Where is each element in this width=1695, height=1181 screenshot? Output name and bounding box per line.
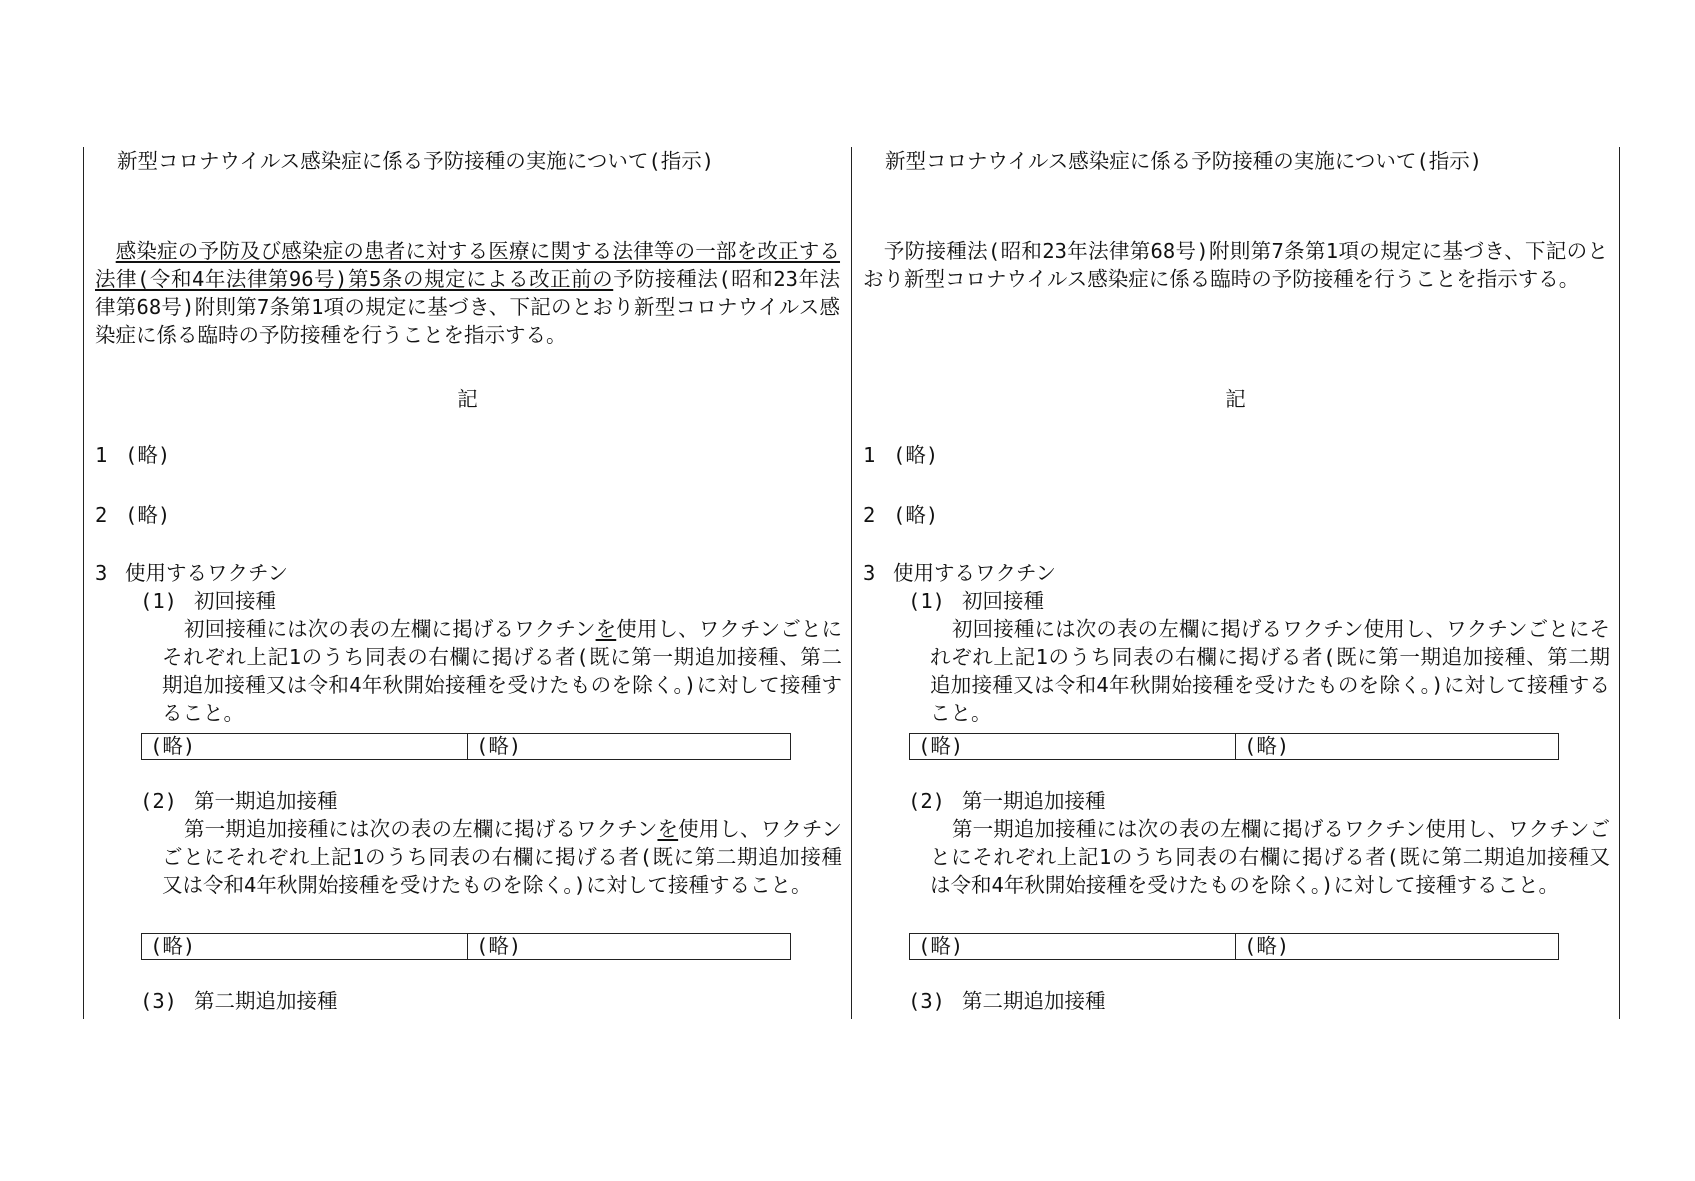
table-cell-left: (略) bbox=[910, 734, 1236, 759]
center-divider-line bbox=[851, 147, 852, 1019]
right-intro-paragraph: 予防接種法(昭和23年法律第68号)附則第7条第1項の規定に基づき、下記のとおり新型コロナウイルス感染症に係る臨時の予防接種を行うことを指示する。 bbox=[863, 239, 1608, 291]
left-border-line bbox=[83, 147, 84, 1019]
table-cell-left: (略) bbox=[142, 934, 468, 959]
table-cell-right: (略) bbox=[476, 734, 522, 758]
left-ki: 記 bbox=[457, 387, 478, 411]
right-sub-2-table bbox=[909, 933, 1559, 960]
left-item-1: 1 (略) bbox=[95, 443, 171, 467]
left-item-2: 2 (略) bbox=[95, 503, 171, 527]
right-sub-2-heading: (2) 第一期追加接種 bbox=[908, 789, 1106, 813]
right-sub-3-heading: (3) 第二期追加接種 bbox=[908, 989, 1106, 1013]
left-sub-2-heading: (2) 第一期追加接種 bbox=[140, 789, 338, 813]
right-item-3: 3 使用するワクチン bbox=[863, 561, 1056, 585]
table-cell-right: (略) bbox=[1244, 734, 1290, 758]
left-item-3: 3 使用するワクチン bbox=[95, 561, 288, 585]
table-cell-left: (略) bbox=[142, 734, 468, 759]
right-item-2: 2 (略) bbox=[863, 503, 939, 527]
right-ki: 記 bbox=[1225, 387, 1246, 411]
left-sub-1-table bbox=[141, 733, 791, 760]
left-intro-rest: 予防接種法(昭和23年法律第68号)附則第7条第1項の規定に基づき、下記のとおり新型コロナウイルス感染症に係る臨時の予防接種を行うことを指示する。 bbox=[95, 267, 840, 347]
table-cell-right: (略) bbox=[1244, 934, 1290, 958]
table-cell-left: (略) bbox=[910, 934, 1236, 959]
right-title: 新型コロナウイルス感染症に係る予防接種の実施について(指示) bbox=[885, 149, 1483, 173]
left-sub-2-text: 第一期追加接種には次の表の左欄に掲げるワクチンを使用し、ワクチンごとにそれぞれ上記1のうち同表の右欄に掲げる者(既に第二期追加接種又は令和4年秋開始接種を受けたものを除く。)に対して接種すること。 bbox=[162, 817, 842, 897]
left-title: 新型コロナウイルス感染症に係る予防接種の実施について(指示) bbox=[117, 149, 715, 173]
right-sub-1-heading: (1) 初回接種 bbox=[908, 589, 1044, 613]
left-sub-1-text: 初回接種には次の表の左欄に掲げるワクチンを使用し、ワクチンごとにそれぞれ上記1のうち同表の右欄に掲げる者(既に第一期追加接種、第二期追加接種又は令和4年秋開始接種を受けたものを除く。)に対して接種すること。 bbox=[162, 617, 842, 725]
table-cell-right: (略) bbox=[476, 934, 522, 958]
left-intro-paragraph bbox=[95, 237, 840, 349]
right-sub-1-text: 初回接種には次の表の左欄に掲げるワクチン使用し、ワクチンごとにそれぞれ上記1のうち同表の右欄に掲げる者(既に第一期追加接種、第二期追加接種又は令和4年秋開始接種を受けたものを除く。)に対して接種すること。 bbox=[930, 617, 1610, 725]
right-border-line bbox=[1619, 147, 1620, 1019]
left-sub-3-heading: (3) 第二期追加接種 bbox=[140, 989, 338, 1013]
right-sub-1-table bbox=[909, 733, 1559, 760]
left-sub-1-heading: (1) 初回接種 bbox=[140, 589, 276, 613]
left-sub-2-table bbox=[141, 933, 791, 960]
right-item-1: 1 (略) bbox=[863, 443, 939, 467]
left-intro-underlined: 感染症の予防及び感染症の患者に対する医療に関する法律等の一部を改正する法律(令和4年法律第96号)第5条の規定による改正前の bbox=[95, 239, 841, 291]
right-sub-2-text: 第一期追加接種には次の表の左欄に掲げるワクチン使用し、ワクチンごとにそれぞれ上記1のうち同表の右欄に掲げる者(既に第二期追加接種又は令和4年秋開始接種を受けたものを除く。)に対して接種すること。 bbox=[930, 817, 1610, 897]
